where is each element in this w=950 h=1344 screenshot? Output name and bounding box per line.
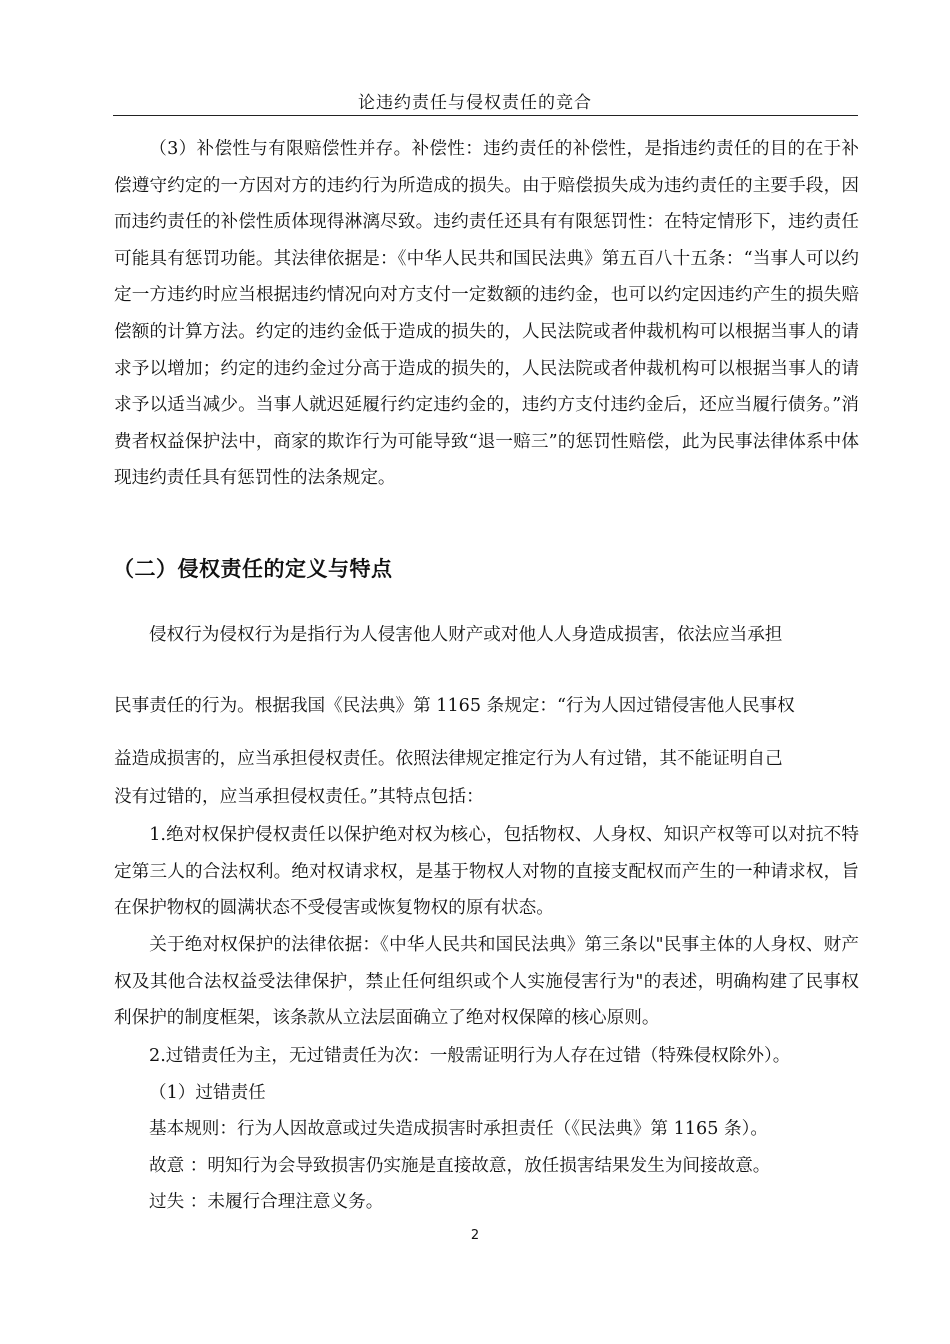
basic-rule-line: 基本规则：行为人因故意或过失造成损害时承担责任（《民法典》第 1165 条）。 (149, 1119, 768, 1139)
definition-line-4: 没有过错的，应当承担侵权责任。”其特点包括： (114, 787, 484, 807)
paragraph-text: 关于绝对权保护的法律依据：《中华人民共和国民法典》第三条以"民事主体的人身权、财产权及其他合法权益受法律保护，禁止任何组织或个人实施侵害行为"的表述，明确构建了民事权利保护的制度框架，该条款从立法层面确立了绝对权保障的核心原则。 (114, 935, 859, 1029)
paragraph-absolute-right (114, 817, 859, 927)
paragraph-text: （3）补偿性与有限赔偿性并存。补偿性：违约责任的补偿性，是指违约责任的目的在于补偿遵守约定的一方因对方的违约行为所造成的损失。由于赔偿损失成为违约责任的主要手段，因而违约责任的补偿性质体现得淋漓尽致。违约责任还具有有限惩罚性：在特定情形下，违约责任可能具有惩罚功能。其法律依据是：《中华人民共和国民法典》第五百八十五条：“当事人可以约定一方违约时应当根据违约情况向对方支付一定数额的违约金，也可以约定因违约产生的损失赔偿额的计算方法。约定的违约金低于造成的损失的，人民法院或者仲裁机构可以根据当事人的请求予以增加；约定的违约金过分高于造成的损失的，人民法院或者仲裁机构可以根据当事人的请求予以适当减少。当事人就迟延履行约定违约金的，违约方支付违约金后，还应当履行债务。”消费者权益保护法中，商家的欺诈行为可能导致“退一赔三”的惩罚性赔偿，此为民事法律体系中体现违约责任具有惩罚性的法条规定。 (114, 139, 859, 489)
running-header: 论违约责任与侵权责任的竞合 (358, 93, 592, 113)
paragraph-text: 1.绝对权保护侵权责任以保护绝对权为核心，包括物权、人身权、知识产权等可以对抗不特定第三人的合法权利。绝对权请求权，是基于物权人对物的直接支配权而产生的一种请求权，旨在保护物权的圆满状态不受侵害或恢复物权的原有状态。 (114, 825, 859, 919)
definition-line-2: 民事责任的行为。根据我国《民法典》第 1165 条规定：“行为人因过错侵害他人民事权 (114, 696, 795, 716)
page-number: 2 (470, 1228, 480, 1243)
sub-heading-fault: （1）过错责任 (149, 1083, 266, 1103)
intent-line: 故意 ：明知行为会导致损害仍实施是直接故意，放任损害结果发生为间接故意。 (149, 1156, 771, 1176)
paragraph-compensatory (114, 131, 859, 497)
point-fault-liability: 2.过错责任为主，无过错责任为次：一般需证明行为人存在过错（特殊侵权除外）。 (149, 1046, 791, 1066)
definition-line-3: 益造成损害的，应当承担侵权责任。依照法律规定推定行为人有过错，其不能证明自己 (114, 749, 783, 769)
paragraph-legal-basis (114, 927, 859, 1037)
header-rule (113, 115, 858, 116)
section-heading: （二）侵权责任的定义与特点 (113, 557, 393, 581)
negligence-line: 过失 ：未履行合理注意义务。 (149, 1192, 384, 1212)
definition-line-1: 侵权行为侵权行为是指行为人侵害他人财产或对他人人身造成损害，依法应当承担 (149, 625, 783, 645)
